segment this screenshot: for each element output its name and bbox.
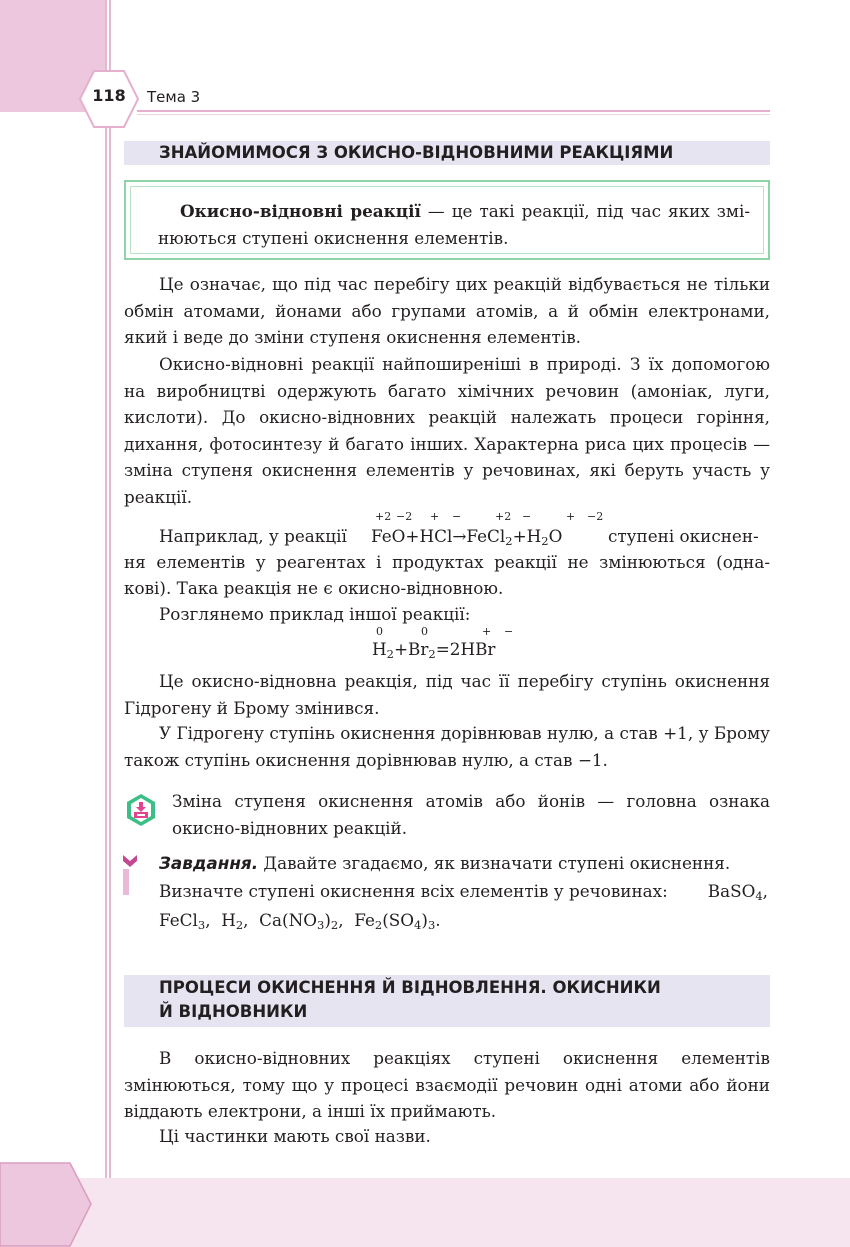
task-label: Завдання. (159, 853, 259, 873)
oxidation-state: + (482, 625, 492, 638)
oxidation-state: +2 (495, 510, 512, 523)
header-rule (137, 110, 770, 112)
page-number: 118 (92, 86, 126, 105)
paragraph-text: Це окисно-відновна реакція, під час її перебігу ступінь окиснення Гідрогену й Брому змінився. (124, 671, 770, 718)
section-title: Й ВІДНОВНИКИ (159, 1002, 308, 1021)
section-title: ПРОЦЕСИ ОКИСНЕННЯ Й ВІДНОВЛЕННЯ. ОКИСНИКИ (159, 978, 661, 997)
oxidation-state: − (452, 510, 462, 523)
reaction-formula: $H_2+Br_2=2HBr$ (372, 639, 496, 661)
task-text: Давайте згадаємо, як визначати ступені окиснення. (258, 853, 731, 873)
oxidation-state: + (566, 510, 576, 523)
oxidation-state: − (522, 510, 532, 523)
task-marker-icon (123, 855, 137, 895)
footer-hexagon-icon (0, 1161, 92, 1247)
oxidation-state: 0 (376, 625, 383, 638)
paragraph-text: ступені окиснен- (608, 526, 759, 546)
task-line (159, 878, 770, 904)
task-line: FeCl$_3$, $H_2$, $Ca(NO_3)_2$, $Fe_2(SO_4)_3$. (159, 910, 441, 932)
paragraph (124, 720, 770, 773)
reaction-formula: $FeO+HCl\to FeCl_2+H_2O$ (371, 526, 563, 548)
definition-text-line: — це такі реакції, під час яких змі- (420, 201, 750, 221)
definition-text (158, 198, 750, 251)
paragraph (124, 271, 770, 351)
task-text: Визначте ступені окиснення всіх елементів у речовинах: (159, 881, 668, 901)
section-heading (124, 141, 770, 165)
paragraph-text: У Гідрогену ступінь окиснення дорівнював нулю, а став +1, у Брому також ступінь окиснення дорівнював нулю, а став −1. (124, 723, 770, 770)
section-heading (124, 975, 770, 1027)
header-rule (137, 114, 770, 115)
paragraph-text: Окисно-відновні реакції найпоширеніші в природі. З їх допомогою на виробництві одержують багато хімічних речовин (амоніак, луги, кислоти). До окисно-відновних реакцій належать процеси горіння, дихання, фотосинтезу й багато інших. Характерна риса цих процесів — зміна ступеня окиснення елементів у речовинах, які беруть участь у реакції. (124, 354, 770, 507)
definition-term: Окисно-відновні реакції (180, 201, 421, 221)
footer-band (0, 1178, 850, 1247)
oxidation-state: −2 (396, 510, 413, 523)
paragraph-text: Це означає, що під час перебігу цих реакцій відбувається не тільки обмін атомами, йонами або групами атомів, а й обмін електронами, який і веде до зміни ступеня окиснення елементів. (124, 274, 770, 348)
paragraph-line: Ці частинки мають свої назви. (159, 1126, 431, 1146)
paragraph-line: кові). Така реакція не є окисно-відновною. (124, 578, 504, 598)
definition-box (124, 180, 770, 260)
oxidation-state: 0 (421, 625, 428, 638)
topic-label: Тема 3 (147, 88, 201, 106)
paragraph (124, 668, 770, 721)
section-title: ЗНАЙОМИМОСЯ З ОКИСНО-ВІДНОВНИМИ РЕАКЦІЯМИ (159, 143, 674, 162)
paragraph-line: Розглянемо приклад іншої реакції: (159, 604, 471, 624)
key-point-icon (124, 793, 158, 827)
paragraph-text: Наприклад, у реакції (159, 526, 347, 546)
task-line (159, 850, 770, 876)
paragraph-text: В окисно-відновних реакціях ступені окиснення елементів змінюються, тому що у процесі взаємодії речовин одні атоми або йони віддають електрони, а інші їх приймають. (124, 1048, 770, 1122)
substance-formula: BaSO$_4$, (707, 881, 768, 903)
key-point-text: Зміна ступеня окиснення атомів або йонів — головна ознака окисно-відновних реакцій. (172, 791, 770, 838)
paragraph (124, 1045, 770, 1125)
oxidation-state: + (430, 510, 440, 523)
margin-line (109, 0, 111, 1247)
oxidation-state: +2 (375, 510, 392, 523)
oxidation-state: − (504, 625, 514, 638)
paragraph-line: ня елементів у реагентах і продуктах реакції не змінюються (одна- (124, 552, 770, 572)
definition-text-line: нюються ступені окиснення елементів. (158, 227, 509, 248)
paragraph (124, 351, 770, 511)
margin-line (105, 0, 107, 1247)
oxidation-state: −2 (587, 510, 604, 523)
